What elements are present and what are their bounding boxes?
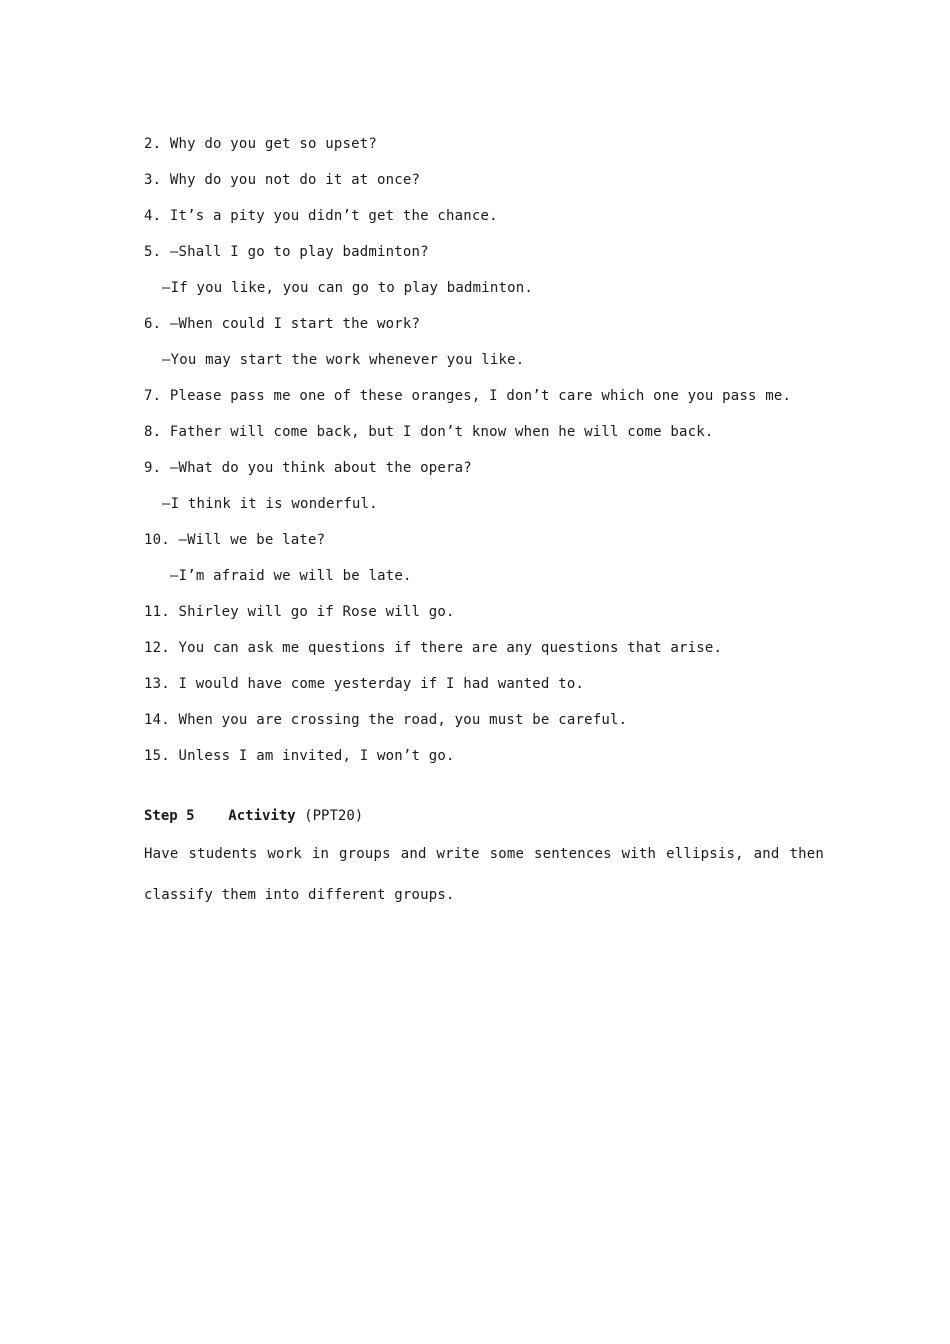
item-reply: —I think it is wonderful. — [162, 496, 378, 512]
item-number: 6. — [144, 316, 162, 332]
item-number: 12. — [144, 640, 170, 656]
item-text: Why do you not do it at once? — [169, 172, 421, 188]
item-text: Why do you get so upset? — [169, 136, 377, 152]
item-text: Please pass me one of these oranges, I don’t care which one you pass me. — [169, 388, 792, 404]
item-number: 8. — [144, 424, 162, 440]
step-title: Activity — [228, 808, 296, 824]
list-item — [144, 378, 824, 414]
list-item — [144, 162, 824, 198]
list-item — [144, 414, 824, 450]
item-number: 2. — [144, 136, 162, 152]
item-number: 9. — [144, 460, 162, 476]
item-number: 13. — [144, 676, 170, 692]
item-text: Father will come back, but I don’t know when he will come back. — [169, 424, 714, 440]
step-label: Step 5 — [144, 808, 195, 824]
item-text: When you are crossing the road, you must be careful. — [178, 712, 628, 728]
list-item — [144, 702, 824, 738]
item-text: —What do you think about the opera? — [169, 460, 472, 476]
item-number: 11. — [144, 604, 170, 620]
item-text: —Will we be late? — [178, 532, 326, 548]
list-item — [144, 126, 824, 162]
step-heading — [144, 798, 824, 834]
item-text: —Shall I go to play badminton? — [169, 244, 429, 260]
item-reply: —I’m afraid we will be late. — [170, 568, 412, 584]
item-text: Shirley will go if Rose will go. — [178, 604, 455, 620]
list-item — [144, 666, 824, 702]
item-number: 7. — [144, 388, 162, 404]
item-text: I would have come yesterday if I had wanted to. — [178, 676, 585, 692]
step-ref: (PPT20) — [304, 808, 364, 824]
list-item — [144, 630, 824, 666]
document-content — [144, 126, 824, 916]
item-text: You can ask me questions if there are any questions that arise. — [178, 640, 723, 656]
list-item — [144, 234, 824, 270]
item-number: 14. — [144, 712, 170, 728]
step-instruction: Have students work in groups and write some sentences with ellipsis, and then classify them into different groups. — [144, 846, 824, 903]
item-text: Unless I am invited, I won’t go. — [178, 748, 455, 764]
list-item — [144, 522, 824, 558]
item-number: 15. — [144, 748, 170, 764]
list-item — [144, 450, 824, 486]
list-item — [144, 306, 824, 342]
list-item — [144, 738, 824, 774]
item-text: —When could I start the work? — [169, 316, 421, 332]
item-number: 10. — [144, 532, 170, 548]
item-text: It’s a pity you didn’t get the chance. — [169, 208, 498, 224]
item-number: 5. — [144, 244, 162, 260]
item-reply: —You may start the work whenever you like. — [162, 352, 525, 368]
item-number: 4. — [144, 208, 162, 224]
list-item — [144, 198, 824, 234]
item-number: 3. — [144, 172, 162, 188]
item-reply: —If you like, you can go to play badminton. — [162, 280, 534, 296]
list-item — [144, 594, 824, 630]
